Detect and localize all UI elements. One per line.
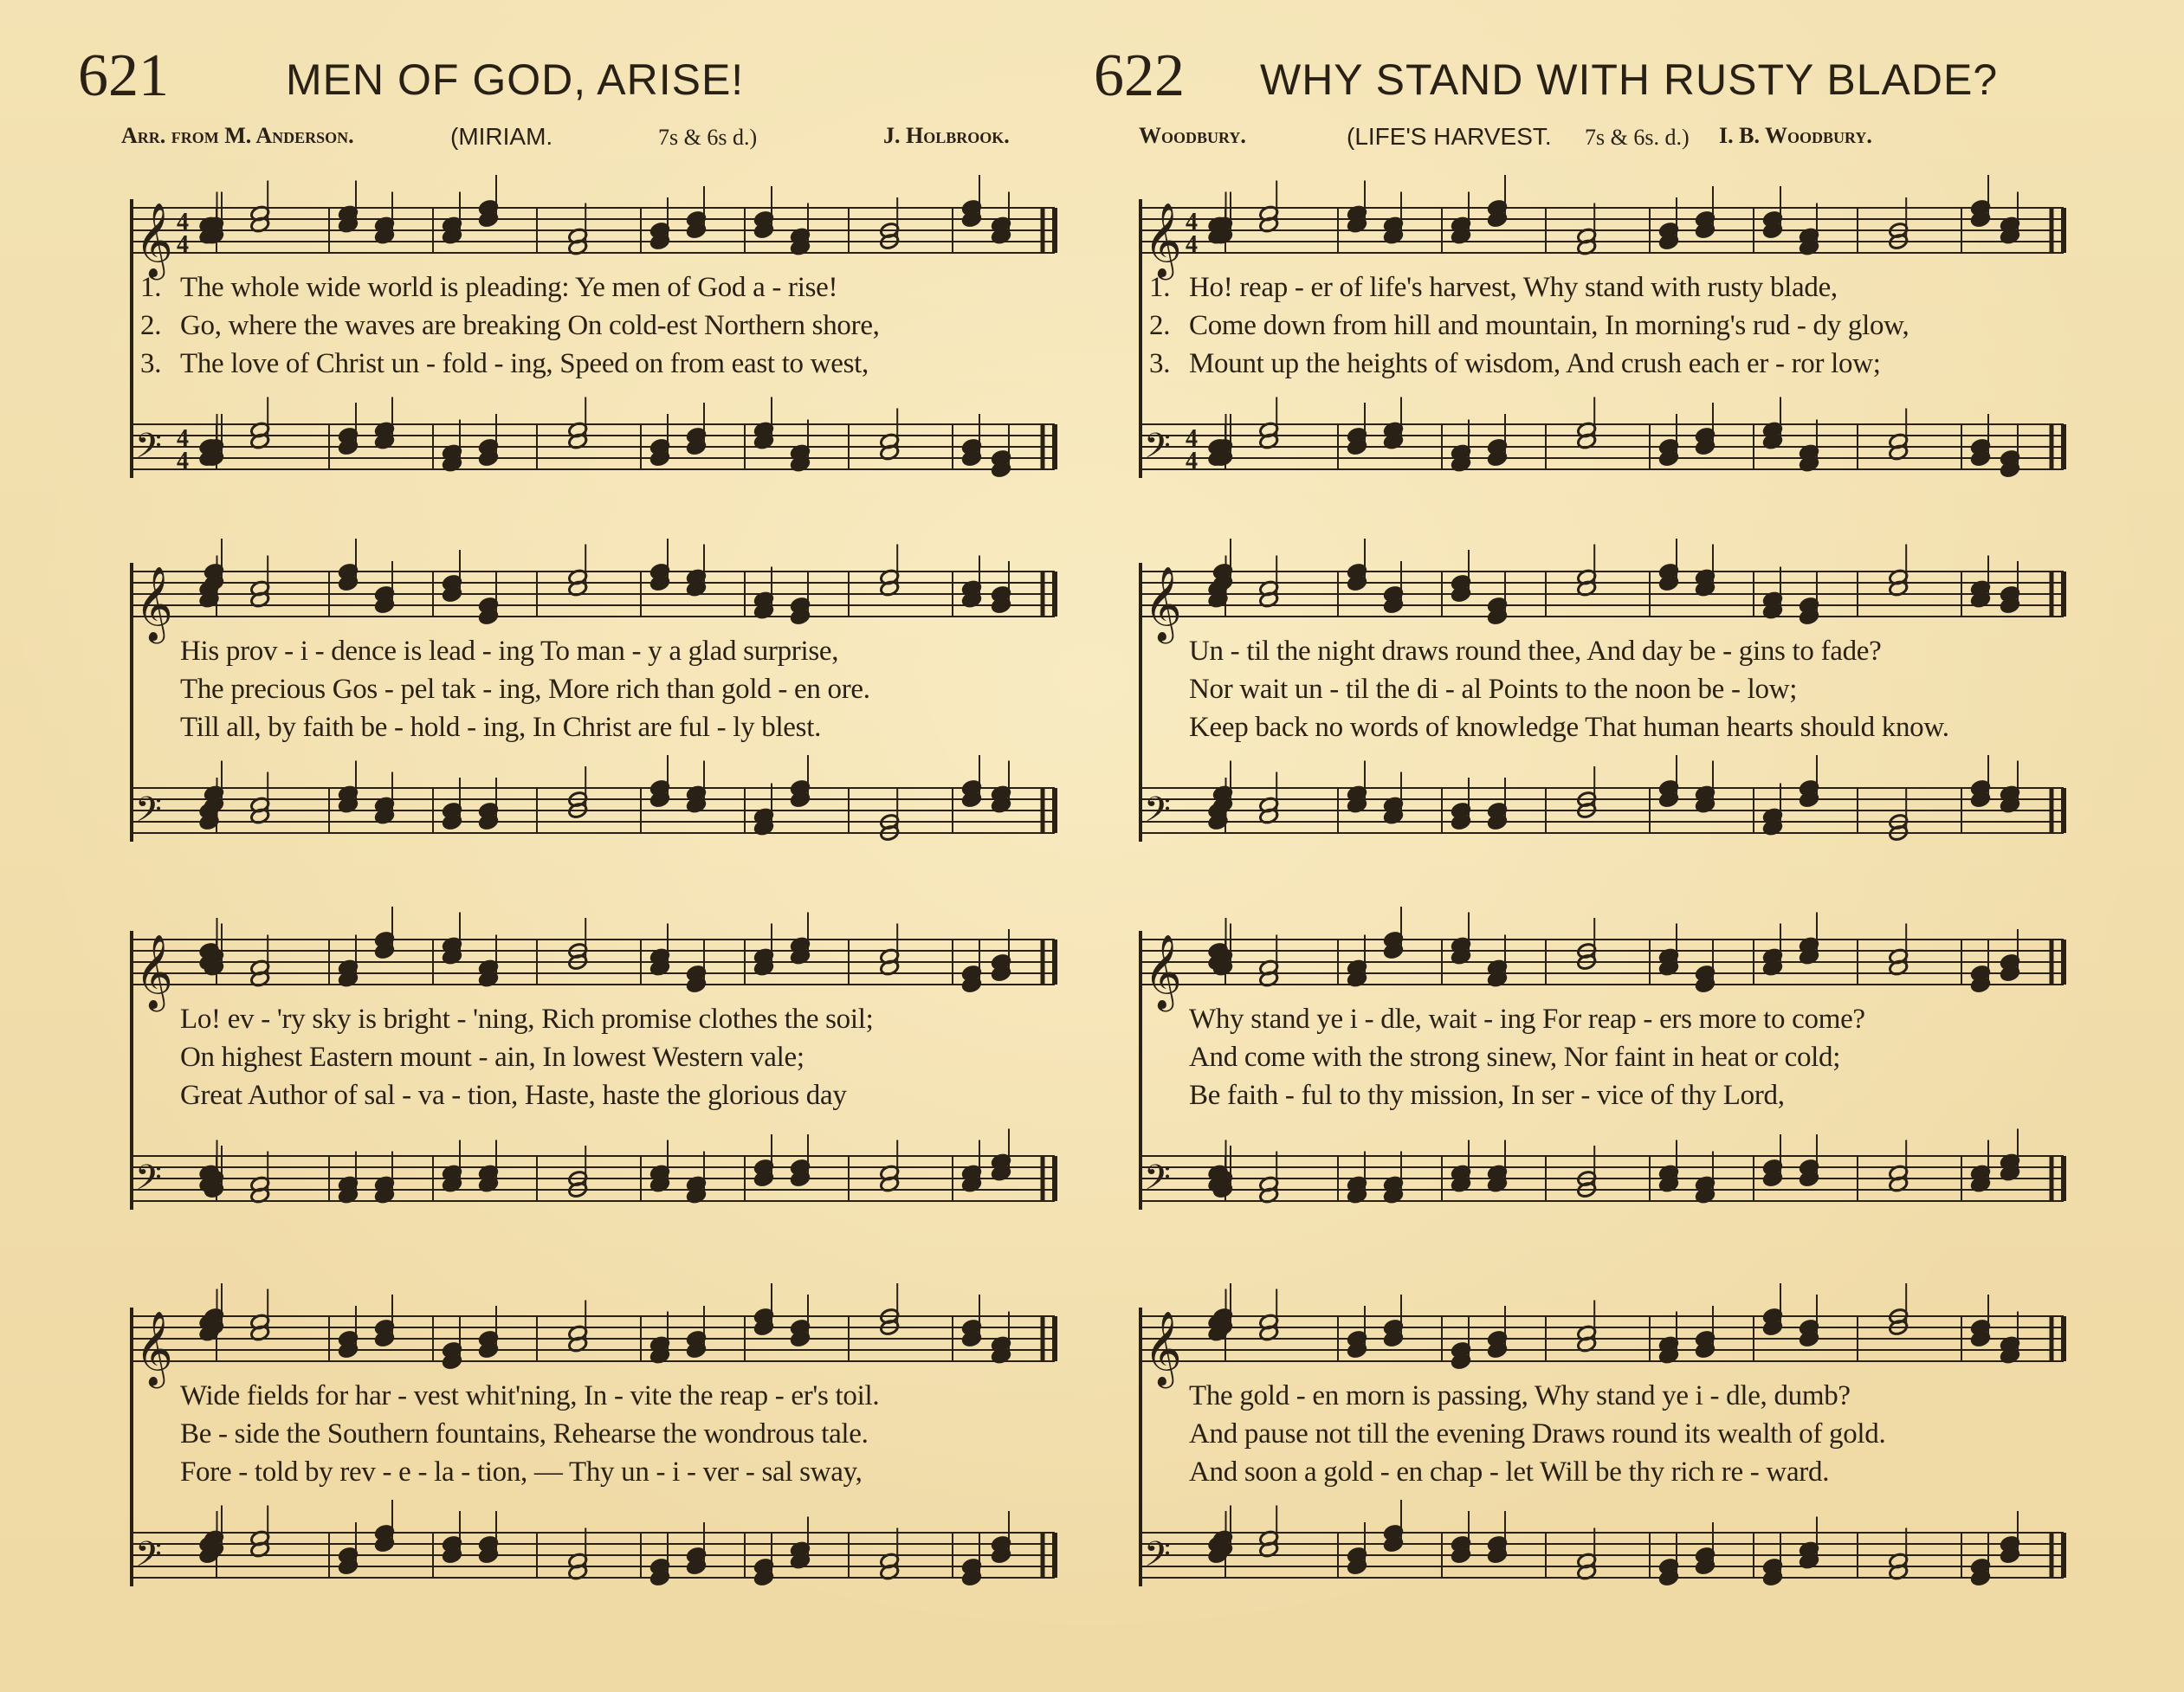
- lyric-text: And come with the strong sinew, Nor faint in heat or cold;: [1189, 1042, 1841, 1073]
- time-signature-bottom: 4: [1186, 231, 1198, 258]
- bass-staff: [1140, 1129, 2064, 1207]
- verse-line: [1149, 307, 2067, 345]
- verse-lines: [1149, 632, 2067, 746]
- bass-clef-icon: 𝄢: [135, 426, 162, 475]
- hymn-title: WHY STAND WITH RUSTY BLADE?: [1260, 55, 1999, 104]
- hymn-number: 621: [78, 42, 169, 109]
- arranger: Woodbury.: [1139, 123, 1246, 148]
- treble-clef-icon: 𝄞: [1144, 203, 1182, 277]
- lyric-text: Ho! reap - er of life's harvest, Why stand with rusty blade,: [1189, 272, 1838, 303]
- lyric-text: And soon a gold - en chap - let Will be thy rich re - ward.: [1189, 1456, 1830, 1488]
- lyric-text: The precious Gos - pel tak - ing, More rich than gold - en ore.: [180, 674, 870, 705]
- treble-staff: [1140, 907, 2064, 1012]
- treble-staff: [1140, 175, 2064, 281]
- verse-line: [1149, 632, 2067, 670]
- lyric-text: Nor wait un - til the di - al Points to the noon be - low;: [1189, 674, 1798, 705]
- meter: 7s & 6s. d.): [1585, 125, 1690, 150]
- verse-line: [140, 708, 1058, 746]
- hymn-header: [78, 42, 1100, 119]
- verse-line: [1149, 708, 2067, 746]
- treble-staff: [1140, 1283, 2064, 1389]
- bass-clef-icon: 𝄢: [1144, 426, 1171, 475]
- hymn-622: [1087, 0, 2109, 1692]
- verse-lines: [140, 268, 1058, 383]
- bass-staff: [132, 755, 1055, 842]
- treble-staff: [132, 907, 1055, 1012]
- hymn-credits: [121, 123, 1091, 158]
- hymn-credits: [1139, 123, 2109, 158]
- treble-staff: [132, 175, 1055, 281]
- tune-name: (LIFE'S HARVEST.: [1347, 123, 1552, 150]
- lyric-text: The love of Christ un - fold - ing, Speed on from east to west,: [180, 348, 869, 379]
- lyric-text: Be - side the Southern fountains, Rehearse the wondrous tale.: [180, 1418, 869, 1450]
- arranger: Arr. from M. Anderson.: [121, 123, 354, 148]
- treble-clef-icon: 𝄞: [1144, 934, 1182, 1009]
- verse-line: [1149, 670, 2067, 708]
- lyric-text: His prov - i - dence is lead - ing To man - y a glad surprise,: [180, 636, 839, 667]
- verse-line: [140, 632, 1058, 670]
- music-system: [1095, 905, 2074, 1234]
- verse-line: [140, 1038, 1058, 1076]
- lyric-text: Keep back no words of knowledge That human hearts should know.: [1189, 712, 1949, 743]
- verse-number: 1.: [1149, 272, 1171, 303]
- lyric-text: And pause not till the evening Draws round its wealth of gold.: [1189, 1418, 1886, 1450]
- verse-lines: [1149, 1000, 2067, 1114]
- treble-clef-icon: 𝄞: [1144, 1311, 1182, 1385]
- bass-clef-icon: 𝄢: [135, 1158, 162, 1206]
- verse-number: 1.: [140, 272, 162, 303]
- bass-staff: [132, 1129, 1055, 1207]
- music-system: [87, 1282, 1065, 1611]
- lyric-text: The whole wide world is pleading: Ye men of God a - rise!: [180, 272, 838, 303]
- music-system: [1095, 173, 2074, 502]
- bass-staff: [132, 1500, 1055, 1586]
- bass-staff: [132, 397, 1055, 478]
- hymn-header: [1087, 42, 2109, 119]
- time-signature-bottom: 4: [177, 448, 189, 475]
- lyric-text: On highest Eastern mount - ain, In lowest Western vale;: [180, 1042, 804, 1073]
- verse-number: 3.: [140, 348, 162, 379]
- bass-clef-icon: 𝄢: [1144, 1534, 1171, 1583]
- verse-line: [1149, 1453, 2067, 1491]
- lyric-text: Mount up the heights of wisdom, And crush each er - ror low;: [1189, 348, 1881, 379]
- treble-clef-icon: 𝄞: [135, 566, 173, 641]
- lyric-text: Go, where the waves are breaking On cold-est Northern shore,: [180, 310, 880, 341]
- lyric-text: Wide fields for har - vest whit'ning, In - vite the reap - er's toil.: [180, 1380, 880, 1411]
- verse-lines: [140, 1000, 1058, 1114]
- tune-name: (MIRIAM.: [450, 123, 553, 150]
- verse-lines: [140, 632, 1058, 746]
- verse-number: 2.: [140, 310, 162, 341]
- treble-clef-icon: 𝄞: [1144, 566, 1182, 641]
- verse-line: [140, 268, 1058, 307]
- lyric-text: Be faith - ful to thy mission, In ser - vice of thy Lord,: [1189, 1080, 1785, 1111]
- bass-staff: [1140, 397, 2064, 478]
- lyric-text: Fore - told by rev - e - la - tion, — Thy un - i - ver - sal sway,: [180, 1456, 863, 1488]
- music-system: [87, 905, 1065, 1234]
- treble-staff: [132, 539, 1055, 644]
- bass-clef-icon: 𝄢: [1144, 790, 1171, 838]
- time-signature-bottom: 4: [177, 231, 189, 258]
- verse-line: [1149, 1377, 2067, 1415]
- time-signature-top: 4: [1186, 209, 1198, 236]
- verse-lines: [140, 1377, 1058, 1491]
- verse-line: [140, 345, 1058, 383]
- time-signature-top: 4: [177, 209, 189, 236]
- verse-line: [1149, 268, 2067, 307]
- hymn-621: [78, 0, 1100, 1692]
- verse-line: [140, 1377, 1058, 1415]
- lyric-text: The gold - en morn is passing, Why stand ye i - dle, dumb?: [1189, 1380, 1851, 1411]
- verse-line: [140, 670, 1058, 708]
- verse-line: [140, 1415, 1058, 1453]
- verse-lines: [1149, 1377, 2067, 1491]
- hymn-number: 622: [1094, 42, 1185, 109]
- verse-line: [140, 1000, 1058, 1038]
- composer: I. B. Woodbury.: [1719, 123, 1872, 148]
- verse-line: [1149, 1038, 2067, 1076]
- composer: J. Holbrook.: [883, 123, 1010, 148]
- time-signature-top: 4: [177, 425, 189, 452]
- time-signature-bottom: 4: [1186, 448, 1198, 475]
- verse-number: 2.: [1149, 310, 1171, 341]
- verse-number: 3.: [1149, 348, 1171, 379]
- verse-lines: [1149, 268, 2067, 383]
- treble-clef-icon: 𝄞: [135, 934, 173, 1009]
- bass-clef-icon: 𝄢: [1144, 1158, 1171, 1206]
- treble-clef-icon: 𝄞: [135, 203, 173, 277]
- lyric-text: Great Author of sal - va - tion, Haste, haste the glorious day: [180, 1080, 847, 1111]
- verse-line: [1149, 345, 2067, 383]
- bass-clef-icon: 𝄢: [135, 790, 162, 838]
- verse-line: [1149, 1076, 2067, 1114]
- verse-line: [140, 1076, 1058, 1114]
- music-system: [87, 173, 1065, 502]
- verse-line: [1149, 1000, 2067, 1038]
- treble-staff: [132, 1283, 1055, 1389]
- music-system: [87, 537, 1065, 866]
- bass-staff: [1140, 1500, 2064, 1586]
- verse-line: [140, 307, 1058, 345]
- verse-line: [1149, 1415, 2067, 1453]
- time-signature-top: 4: [1186, 425, 1198, 452]
- lyric-text: Why stand ye i - dle, wait - ing For reap - ers more to come?: [1189, 1004, 1865, 1035]
- verse-line: [140, 1453, 1058, 1491]
- treble-staff: [1140, 539, 2064, 644]
- lyric-text: Un - til the night draws round thee, And day be - gins to fade?: [1189, 636, 1882, 667]
- lyric-text: Come down from hill and mountain, In morning's rud - dy glow,: [1189, 310, 1909, 341]
- treble-clef-icon: 𝄞: [135, 1311, 173, 1385]
- bass-staff: [1140, 755, 2064, 842]
- meter: 7s & 6s d.): [658, 125, 758, 150]
- lyric-text: Till all, by faith be - hold - ing, In Christ are ful - ly blest.: [180, 712, 822, 743]
- hymn-title: MEN OF GOD, ARISE!: [286, 55, 745, 104]
- lyric-text: Lo! ev - 'ry sky is bright - 'ning, Rich promise clothes the soil;: [180, 1004, 874, 1035]
- music-system: [1095, 1282, 2074, 1611]
- bass-clef-icon: 𝄢: [135, 1534, 162, 1583]
- music-system: [1095, 537, 2074, 866]
